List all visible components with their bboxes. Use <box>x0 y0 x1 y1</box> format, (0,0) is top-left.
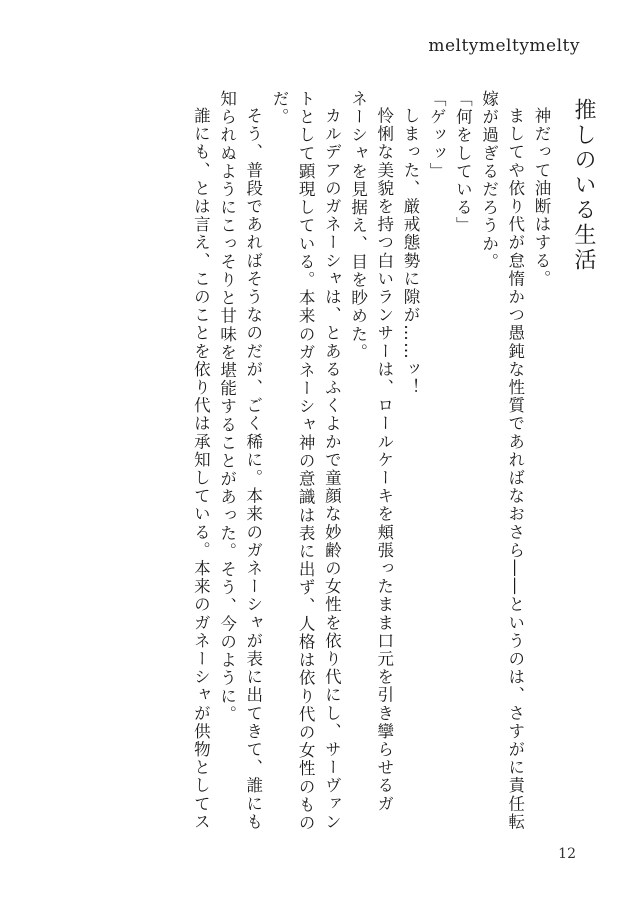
paragraph-line: 「ゲッッ」 <box>427 90 447 181</box>
paragraph-line: 嫁が過ぎるだろうか。 <box>479 90 499 271</box>
paragraph-line: しまった、厳戒態勢に隙が……ッ！ <box>400 106 420 397</box>
paragraph-line: ネーシャを見据え、目を眇めた。 <box>348 90 368 362</box>
paragraph-line: カルデアのガネーシャは、とあるふくよかで童顔な妙齢の女性を依り代にし、サーヴァン <box>322 106 342 831</box>
paragraph-line: 知られぬようにこっそりと甘味を堪能することがあった。そう、今のように。 <box>217 90 237 724</box>
paragraph-line: 誰にも、とは言え、このことを依り代は承知している。本来のガネーシャが供物としてス <box>191 106 211 831</box>
page-number: 12 <box>558 846 576 862</box>
paragraph-line: 怜悧な美貌を持つ白いランサーは、ロールケーキを頬張ったまま口元を引き攣らせるガ <box>374 106 394 813</box>
paragraph-line: 神だって油断はする。 <box>532 106 551 288</box>
paragraph-line: そう、普段であればそうなのだが、ごく稀に。本来のガネーシャが表に出てきて、誰にも <box>243 106 263 831</box>
paragraph-line: ましてや依り代が怠惰かつ愚鈍な性質であればなおさら――というのは、さすがに責任転 <box>505 106 525 831</box>
paragraph-line: だ。 <box>269 90 289 127</box>
chapter-title: 推しのいる生活 <box>571 98 596 273</box>
body-text <box>38 90 598 833</box>
running-header: meltymeltymelty <box>428 36 580 56</box>
paragraph-line: トとして顕現している。本来のガネーシャ神の意識は表に出ず、人格は依り代の女性のもの <box>296 90 316 833</box>
paragraph-line: 「何をしている」 <box>453 90 473 235</box>
